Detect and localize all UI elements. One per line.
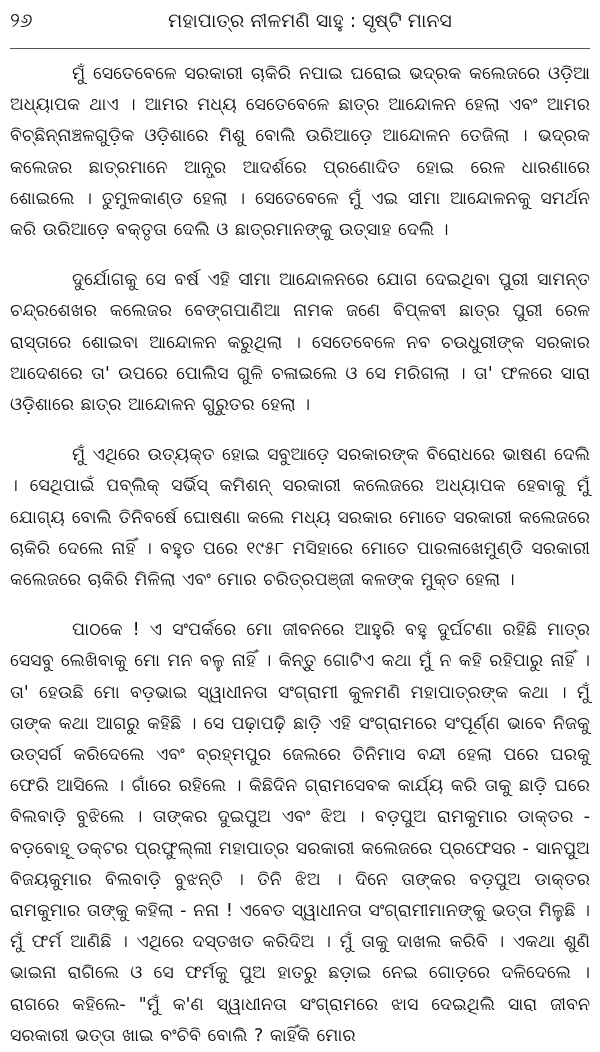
page-number: ୨୬ [10, 8, 33, 32]
page-header [10, 8, 590, 49]
page-body [10, 59, 590, 1052]
paragraph: ଦୁର୍ଯୋଗକୁ ସେ ବର୍ଷ ଏହି ସୀମା ଆନ୍ଦୋଳନରେ ଯୋଗ ଦେଇଥିବା ପୁରୀ ସାମନ୍ତ ଚନ୍ଦ୍ରଶେଖର କଲେଜର ବେଙ୍ଗପାଣିଆ ନାମକ ଜଣେ ବିପ୍ଳବୀ ଛାତ୍ର ପୁରୀ ରେଳ ରାସ୍ତାରେ ଶୋଇବା ଆନ୍ଦୋଳନ କରୁଥିଲା । ସେତେବେଳେ ନବ ଚଉଧୁରୀଙ୍କ ସରକାର ଆଦେଶରେ ତା' ଉପରେ ପୋଲିସ ଗୁଳି ଚଳାଇଲେ ଓ ସେ ମରିଗଲା । ତା' ଫଳରେ ସାରା ଓଡ଼ିଶାରେ ଛାତ୍ର ଆନ୍ଦୋଳନ ଗୁରୁତର ହେଲା । [10, 270, 590, 416]
paragraph: ମୁଁ ଏଥିରେ ଉତ୍ୟକ୍ତ ହୋଇ ସବୁଆଡ଼େ ସରକାରଙ୍କ ବିରୋଧରେ ଭାଷଣ ଦେଲି । ସେଥିପାଇଁ ପବ୍ଲିକ୍ ସର୍ଭିସ୍ କମିଶନ୍ ସରକାରୀ କଲେଜରେ ଅଧ୍ୟାପକ ହେବାକୁ ମୁଁ ଯୋଗ୍ୟ ବୋଲି ତିନିବର୍ଷେ ଘୋଷଣା କଲେ ମଧ୍ୟ ସରକାର ମୋତେ ସରକାରୀ କଲେଜରେ ଚାକିରି ଦେଲେ ନାହିଁ । ବହୁତ ପରେ ୧୯୫୮ ମସିହାରେ ମୋତେ ପାରଳାଖେମୁଣ୍ଡି ସରକାରୀ କଲେଜରେ ଚାକିରି ମିଳିଲା ଏବଂ ମୋର ଚରିତ୍ରପଞ୍ଜୀ କଳଙ୍କ ମୁକ୍ତ ହେଲା । [10, 445, 590, 591]
running-title: ମହାପାତ୍ର ନୀଳମଣି ସାହୁ : ସୃଷ୍ଟି ମାନସ [168, 10, 452, 32]
paragraph: ପାଠକେ ! ଏ ସଂପର୍କରେ ମୋ ଜୀବନରେ ଆହୁରି ବହୁ ଦୁର୍ଘଟଣା ରହିଛି ମାତ୍ର ସେସବୁ ଲେଖିବାକୁ ମୋ ମନ ବଳୁ ନାହିଁ । କିନ୍ତୁ ଗୋଟିଏ କଥା ମୁଁ ନ କହି ରହିପାରୁ ନାହିଁ । ତା' ହେଉଛି ମୋ ବଡ଼ଭାଇ ସ୍ୱାଧୀନତା ସଂଗ୍ରାମୀ କୁଳମଣି ମହାପାତ୍ରଙ୍କ କଥା । ମୁଁ ତାଙ୍କ କଥା ଆଗରୁ କହିଛି । ସେ ପଢ଼ାପଢ଼ି ଛାଡ଼ି ଏହି ସଂଗ୍ରାମରେ ସଂପୂର୍ଣ୍ଣ ଭାବେ ନିଜକୁ ଉତ୍ସର୍ଗ କରିଦେଲେ ଏବଂ ବ୍ରହ୍ମପୁର ଜେଲରେ ତିନିମାସ ବନ୍ଦୀ ହେଲା ପରେ ଘରକୁ ଫେରି ଆସିଲେ । ଗାଁରେ ରହିଲେ । କିଛିଦିନ ଗ୍ରାମସେବକ କାର୍ଯ୍ୟ କରି ତାକୁ ଛାଡ଼ି ଘରେ ବିଲବାଡ଼ି ବୁଝିଲେ । ତାଙ୍କର ଦୁଇପୁଅ ଏବଂ ଝିଅ । ବଡ଼ପୁଅ ରାମକୁମାର ଡାକ୍ତର - ବଡ଼ବୋହୂ ଡକ୍ଟର ପ୍ରଫୁଲ୍ଲୀ ମହାପାତ୍ର ସରକାରୀ କଲେଜରେ ପ୍ରଫେସର - ସାନପୁଅ ବିଜୟକୁମାର ବିଲବାଡ଼ି ବୁଝନ୍ତି । ତିନି ଝିଅ । ଦିନେ ତାଙ୍କର ବଡ଼ପୁଅ ଡାକ୍ତର ରାମକୁମାର ତାଙ୍କୁ କହିଲା - ନନା ! ଏବେତ ସ୍ୱାଧୀନତା ସଂଗ୍ରାମୀମାନଙ୍କୁ ଭତ୍ତା ମିଳୁଛି । ମୁଁ ଫର୍ମ ଆଣିଛି । ଏଥିରେ ଦସ୍ତଖତ କରିଦିଅ । ମୁଁ ତାକୁ ଦାଖଲ କରିବି । ଏକଥା ଶୁଣି ଭାଇନା ରାଗିଲେ ଓ ସେ ଫର୍ମକୁ ପୁଅ ହାତରୁ ଛଡ଼ାଇ ନେଇ ଗୋଡ଼ରେ ଦଳିଦେଲେ । ରାଗରେ କହିଲେ- "ମୁଁ କ'ଣ ସ୍ୱାଧୀନତା ସଂଗ୍ରାମରେ ଝାସ ଦେଇଥିଲି ସାରା ଜୀବନ ସରକାରୀ ଭତ୍ତା ଖାଇ ବଂଚିବି ବୋଲି ? କାହିଁକି ମୋର [10, 620, 590, 1046]
paragraph: ମୁଁ ସେତେବେଳେ ସରକାରୀ ଚାକିରି ନପାଇ ଘରୋଇ ଭଦ୍ରକ କଲେଜରେ ଓଡ଼ିଆ ଅଧ୍ୟାପକ ଥାଏ । ଆମର ମଧ୍ୟ ସେତେବେଳେ ଛାତ୍ର ଆନ୍ଦୋଳନ ହେଲା ଏବଂ ଆମର ବିଚ୍ଛିନ୍ନାଞ୍ଚଳଗୁଡ଼ିକ ଓଡ଼ିଶାରେ ମିଶୁ ବୋଲି ଉରିଆଡ଼େ ଆନ୍ଦୋଳନ ତେଜିଲା । ଭଦ୍ରକ କଲେଜର ଛାତ୍ରମାନେ ଆନ୍ଧ୍ର ଆଦର୍ଶରେ ପ୍ରଣୋଦିତ ହୋଇ ରେଳ ଧାରଣାରେ ଶୋଇଲେ । ତୁମୁଳକାଣ୍ଡ ହେଲା । ସେତେବେଳେ ମୁଁ ଏଇ ସୀମା ଆନ୍ଦୋଳନକୁ ସମର୍ଥନ କରି ଉରିଆଡ଼େ ବକ୍ତୃତା ଦେଲି ଓ ଛାତ୍ରମାନଙ୍କୁ ଉତ୍ସାହ ଦେଲି । [10, 64, 590, 241]
